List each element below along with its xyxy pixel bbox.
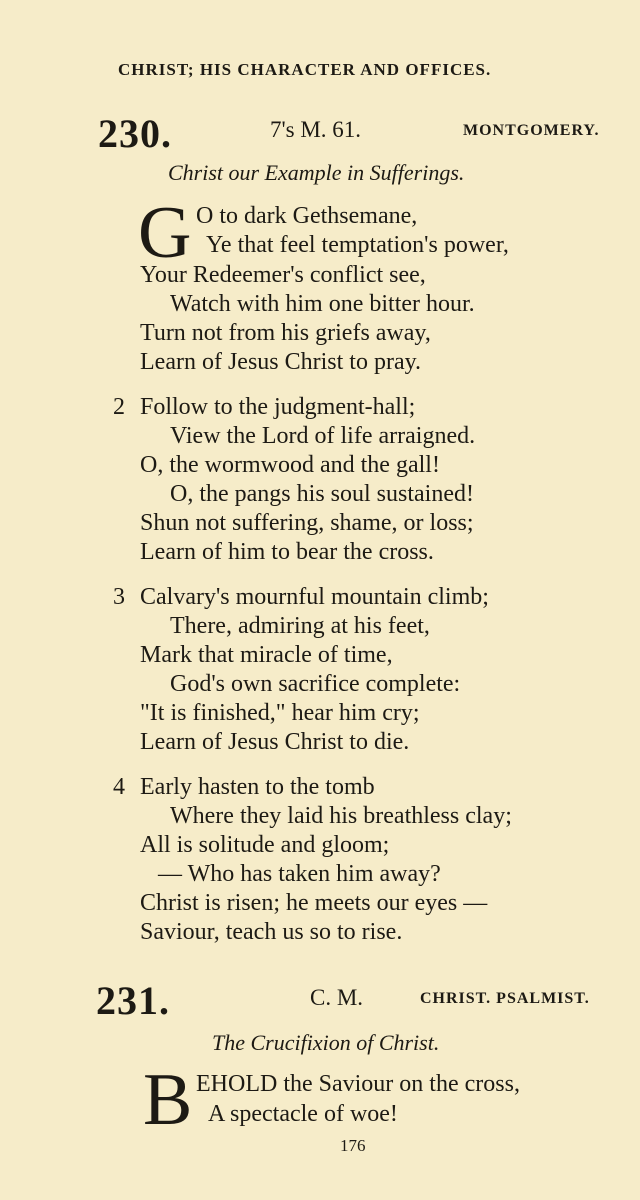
- hymn-230-s2-number: 2: [113, 394, 125, 420]
- hymn-230-s3-line-6: Learn of Jesus Christ to die.: [140, 729, 410, 755]
- hymn-230-s1-line-1: O to dark Gethsemane,: [196, 203, 418, 229]
- hymn-230-s2-line-5: Shun not suffering, shame, or loss;: [140, 510, 474, 536]
- hymn-230-number: 230.: [98, 111, 172, 156]
- hymn-231-number: 231.: [96, 978, 170, 1023]
- hymn-230-s3-line-5: "It is finished," hear him cry;: [140, 700, 420, 726]
- hymn-231-dropcap: B: [143, 1059, 193, 1141]
- hymn-231-line-1: EHOLD the Saviour on the cross,: [196, 1071, 520, 1097]
- hymn-230-s4-line-4: — Who has taken him away?: [158, 861, 441, 887]
- hymn-230-s4-line-2: Where they laid his breathless clay;: [170, 803, 512, 829]
- hymn-230-s1-line-6: Learn of Jesus Christ to pray.: [140, 349, 422, 375]
- hymn-230-s4-line-5: Christ is risen; he meets our eyes —: [140, 890, 488, 916]
- hymn-230-s3-line-1: Calvary's mournful mountain climb;: [140, 584, 489, 610]
- hymn-230-s1-line-5: Turn not from his griefs away,: [140, 320, 431, 346]
- hymn-230-s3-line-4: God's own sacrifice complete:: [170, 671, 461, 697]
- hymn-230-s3-line-3: Mark that miracle of time,: [140, 642, 393, 668]
- hymn-230-s2-line-6: Learn of him to bear the cross.: [140, 539, 434, 565]
- hymn-231-title: The Crucifixion of Christ.: [212, 1030, 440, 1055]
- hymn-230-title: Christ our Example in Sufferings.: [168, 160, 465, 185]
- hymn-230-s1-line-3: Your Redeemer's conflict see,: [140, 262, 426, 288]
- hymn-230-author: MONTGOMERY.: [463, 122, 600, 139]
- hymn-230-meter: 7's M. 61.: [270, 117, 362, 142]
- hymn-231-meter: C. M.: [310, 985, 364, 1010]
- hymn-230-s3-line-2: There, admiring at his feet,: [170, 613, 430, 639]
- hymn-230-s3-number: 3: [113, 584, 125, 610]
- hymn-230-s4-line-6: Saviour, teach us so to rise.: [140, 919, 403, 945]
- running-head: CHRIST; HIS CHARACTER AND OFFICES.: [118, 60, 492, 79]
- hymn-230-dropcap: G: [138, 192, 192, 274]
- hymn-230-s4-line-3: All is solitude and gloom;: [140, 832, 390, 858]
- hymn-231-author: CHRIST. PSALMIST.: [420, 990, 590, 1007]
- hymn-231-line-2: A spectacle of woe!: [208, 1101, 398, 1127]
- hymn-230-s2-line-3: O, the wormwood and the gall!: [140, 452, 440, 478]
- hymn-230-s1-line-4: Watch with him one bitter hour.: [170, 291, 475, 317]
- hymn-230-s1-line-2: Ye that feel temptation's power,: [206, 232, 509, 258]
- hymn-230-s2-line-2: View the Lord of life arraigned.: [170, 423, 476, 449]
- hymn-230-s4-line-1: Early hasten to the tomb: [140, 774, 375, 800]
- page-number: 176: [340, 1136, 366, 1155]
- hymn-230-s2-line-1: Follow to the judgment-hall;: [140, 394, 416, 420]
- hymn-230-s2-line-4: O, the pangs his soul sustained!: [170, 481, 474, 507]
- hymn-230-s4-number: 4: [113, 774, 125, 800]
